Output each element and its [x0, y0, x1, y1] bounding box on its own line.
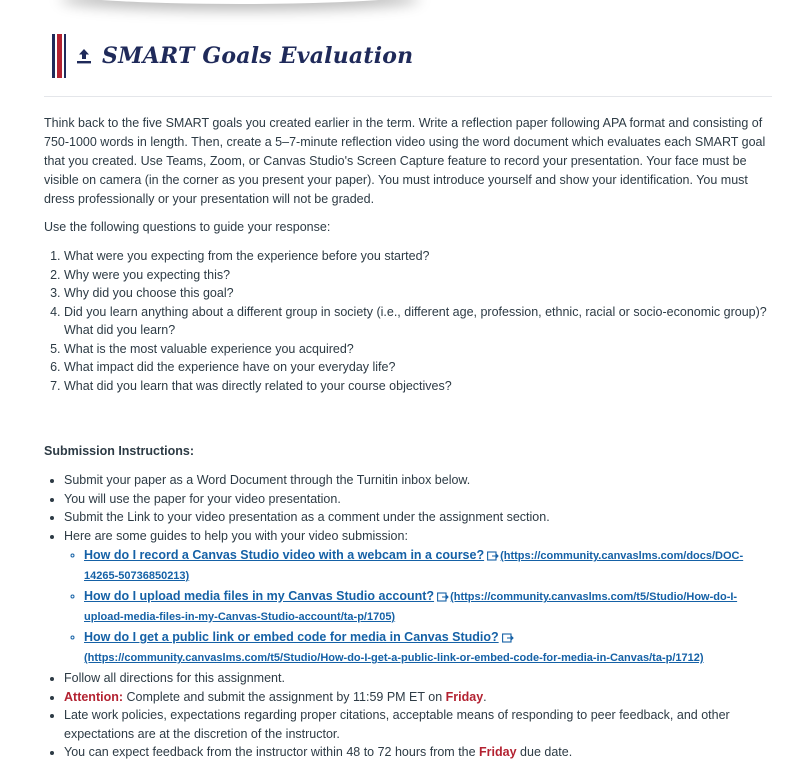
submission-item-follow: • Follow all directions for this assignment. [64, 669, 776, 688]
page-header [52, 34, 413, 78]
guide-url-upload[interactable]: (https://community.canvaslms.com/t5/Studio/How-do-I-upload-media-files-in-my-Canvas-Studio-account/ta-p/1705) [84, 591, 738, 623]
question-item: 6. What impact did the experience have on your everyday life? [64, 358, 776, 377]
submission-item-feedback [64, 743, 776, 762]
attention-end: . [483, 689, 487, 704]
external-link-icon [437, 590, 449, 608]
header-divider [44, 96, 772, 97]
submission-item: • Submit the Link to your video presentation as a comment under the assignment section. [64, 508, 776, 527]
accent-bar-navy [52, 34, 55, 78]
guide-url-webcam[interactable]: (https://community.canvaslms.com/docs/DOC-14265-50736850213) [84, 550, 744, 582]
intro-paragraph: Think back to the five SMART goals you created earlier in the term. Write a reflection paper following APA format and consisting of 750-1000 words in length. Then, create a 5–7-minute reflection video using the word document which evaluates each SMART goal that you created. Use Teams, Zoom, or Canvas Studio's Screen Capture feature to record your presentation. Your face must be visible on camera (in the corner as you present your paper). You must introduce yourself and show your identification. You must dress professionally or your presentation will not be graded. [44, 116, 766, 206]
feedback-day: Friday [479, 745, 517, 759]
questions-lead: Use the following questions to guide your response: [44, 220, 331, 234]
question-item: 1. What were you expecting from the experience before you started? [64, 247, 776, 266]
feedback-end: due date. [516, 745, 573, 759]
external-link-icon [487, 549, 499, 567]
attention-text: Complete and submit the assignment by 11:59 PM ET on [123, 689, 446, 704]
question-item: 4. Did you learn anything about a different group in society (i.e., different age, profession, ethnic, racial or socio-economic group)? What did you learn? [64, 303, 776, 340]
guide-url-public[interactable]: (https://community.canvaslms.com/t5/Studio/How-do-I-get-a-public-link-or-embed-code-for-media-in-Canvas/ta-p/1712) [84, 652, 704, 664]
guides-lead: Here are some guides to help you with your video submission: [64, 528, 408, 543]
guide-link-public[interactable]: How do I get a public link or embed code for media in Canvas Studio? [84, 630, 499, 644]
accent-bar-navy-thin [64, 34, 66, 78]
question-item: 2. Why were you expecting this? [64, 266, 776, 285]
submission-item-late-policy: • Late work policies, expectations regarding proper citations, acceptable means of responding to peer feedback, and other expectations are at the discretion of the instructor. [64, 706, 776, 743]
submission-item-attention [64, 688, 776, 707]
questions-list [44, 247, 776, 395]
submission-item: • Submit your paper as a Word Document through the Turnitin inbox below. [64, 471, 776, 490]
page-title: SMART Goals Evaluation [102, 43, 414, 69]
guide-link-webcam[interactable]: How do I record a Canvas Studio video with a webcam in a course? [84, 548, 485, 562]
guides-list [64, 546, 776, 667]
assignment-body [44, 114, 776, 762]
feedback-text: You can expect feedback from the instructor within 48 to 72 hours from the [64, 745, 480, 759]
question-item: 3. Why did you choose this goal? [64, 284, 776, 303]
question-item: 5. What is the most valuable experience you acquired? [64, 340, 776, 359]
submission-list [44, 471, 776, 762]
submission-heading: Submission Instructions: [44, 444, 195, 458]
submission-item-guides [64, 527, 776, 668]
accent-bar-red [57, 34, 62, 78]
top-shadow [60, 0, 420, 4]
guide-item [84, 546, 776, 585]
attention-day: Friday [445, 689, 484, 704]
guide-item [84, 587, 776, 626]
submission-item: • You will use the paper for your video presentation. [64, 490, 776, 509]
guide-link-upload[interactable]: How do I upload media files in my Canvas Studio account? [84, 589, 435, 603]
attention-label: Attention: [64, 689, 124, 704]
external-link-icon [502, 631, 514, 649]
upload-icon [76, 45, 94, 67]
question-item: 7. What did you learn that was directly related to your course objectives? [64, 377, 776, 396]
guide-item [84, 628, 776, 667]
